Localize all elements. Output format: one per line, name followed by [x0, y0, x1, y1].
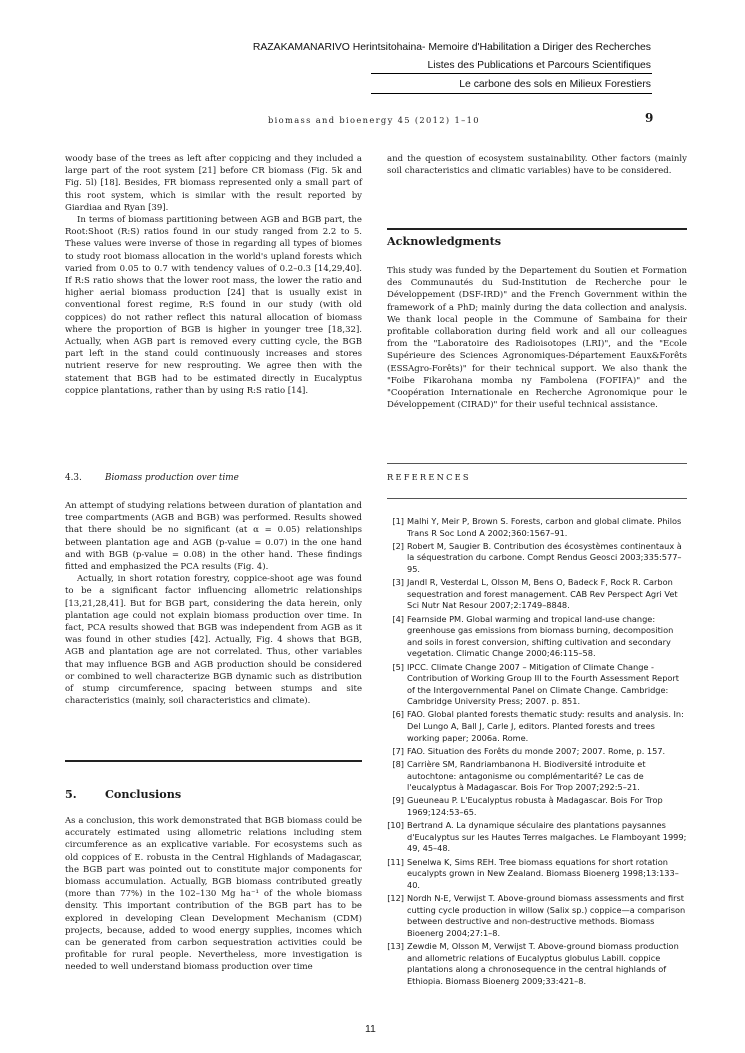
reference-item — [387, 795, 687, 818]
reference-number: [9] — [392, 795, 404, 806]
reference-item — [387, 541, 687, 576]
reference-list — [387, 516, 687, 989]
reference-text: FAO. Global planted forests thematic study: results and analysis. In: Del Lungo A, Ball J, Carle J, editors. Planted forests and trees working paper; 2006a. Rome. — [407, 709, 684, 743]
reference-number: [13] — [387, 940, 404, 951]
subsection-title: Biomass production over time — [105, 473, 239, 483]
subsection-heading — [65, 473, 239, 483]
section-heading — [65, 787, 181, 801]
reference-text: FAO. Situation des Forêts du monde 2007; 2007. Rome, p. 157. — [407, 745, 666, 756]
reference-text: Jandl R, Vesterdal L, Olsson M, Bens O, Badeck F, Rock R. Carbon sequestration and forest management. CAB Rev Perspect Agri Vet Sci Nutr Nat Resour 2007;2:1749–8848. — [407, 577, 678, 611]
left-column-middle — [65, 500, 362, 707]
section-rule — [387, 228, 687, 230]
thesis-header-topic: Le carbone des sols en Milieux Forestiers — [459, 79, 651, 90]
reference-text: Carrière SM, Randriambanona H. Biodiversité introduite et autochtone: antagonisme ou complémentarité? Le cas de l'eucalyptus à Madagascar. Bois For Trop 2007;292:5–21. — [407, 759, 646, 793]
reference-item — [387, 759, 687, 794]
acknowledgments-text — [387, 265, 687, 411]
reference-number: [11] — [387, 856, 404, 867]
reference-number: [1] — [392, 516, 404, 526]
section-rule — [65, 760, 362, 762]
reference-number: [12] — [387, 892, 404, 903]
reference-number: [2] — [392, 540, 404, 551]
reference-item — [387, 820, 687, 855]
footer-page-number: 11 — [365, 1023, 376, 1035]
references-rule — [387, 463, 687, 464]
reference-item — [387, 893, 687, 939]
reference-text: Bertrand A. La dynamique séculaire des plantations paysannes d'Eucalyptus sur les Hautes Terres malgaches. Le Flamboyant 1999; 49, 45–48. — [407, 820, 687, 854]
paragraph: An attempt of studying relations between duration of plantation and tree compartments (AGB and BGB) was performed. Results showed that there should be no significant (at α = 0.05) relationships between plantation age and AGB (p-value = 0.07) in the one hand and with BGB (p-value = 0.08) in the other hand. These findings fitted and emphasized the PCA results (Fig. 4). — [65, 501, 362, 573]
reference-text: Senelwa K, Sims REH. Tree biomass equations for short rotation eucalypts grown in New Zealand. Biomass Bioenerg 1998;13:133–40. — [407, 856, 679, 890]
thesis-header-subtitle: Listes des Publications et Parcours Scientifiques — [427, 60, 651, 71]
reference-text: Malhi Y, Meir P, Brown S. Forests, carbon and global climate. Philos Trans R Soc Lond A 2002;360:1567–91. — [407, 516, 682, 538]
paragraph: woody base of the trees as left after coppicing and they included a large part of the root system [21] before CR biomass (Fig. 5k and Fig. 5l) [18]. Besides, FR biomass represented only a small part of this root system, which is similar with the result reported by Giardiaa and Ryan [39]. — [65, 154, 362, 213]
paragraph: Actually, in short rotation forestry, coppice-shoot age was found to be a significant factor influencing allometric relationships [13,21,28,41]. But for BGB part, considering the data herein, only plantation age could not explain biomass production over time. In fact, PCA results showed that BGB was independent from AGB as it was found in other studies [42]. Actually, Fig. 4 shows that BGB, AGB and plantation age are not correlated. Thus, other variables that may influence BGB and AGB production should be considered or combined to well characterize BGB dynamic such as distribution of stump circumference, spacing between stumps and site characteristics (mainly, soil characteristics and climate). — [65, 574, 362, 707]
reference-text: Zewdie M, Olsson M, Verwijst T. Above-ground biomass production and allometric relations of Eucalyptus globulus Labill. coppice plantations along a chronosequence in the central highlands of Ethiopia. Biomass Bioenerg 2009;33:421–8. — [407, 940, 679, 986]
header-rule — [371, 93, 652, 94]
references-rule — [387, 498, 687, 499]
reference-item — [387, 746, 687, 758]
left-column-top — [65, 153, 362, 397]
right-column-top — [387, 153, 687, 177]
paragraph: As a conclusion, this work demonstrated that BGB biomass could be accurately estimated using allometric relations including stem circumference as an explicative variable. For ecosystems such as old coppices of E. robusta in the Central Highlands of Madagascar, the BGB part was pointed out to constitute major components for biomass accumulation. Actually, BGB biomass contributed greatly (more than 77%) in the 102–130 Mg ha⁻¹ of the whole biomass density. This important contribution of the BGB part has to be explored in developing Clean Development Mechanism (CDM) projects, because, added to wood energy supplies, incomes which can be generated from carbon sequestration activities could be profitable for rural people. Nevertheless, more investigation is needed to well understand biomass production over time — [65, 816, 362, 973]
reference-number: [8] — [392, 759, 404, 770]
reference-item — [387, 662, 687, 708]
journal-page-number: 9 — [645, 111, 654, 125]
journal-running-head: biomass and bioenergy 45 (2012) 1–10 — [268, 115, 480, 125]
subsection-number: 4.3. — [65, 473, 82, 483]
thesis-header-title: RAZAKAMANARIVO Herintsitohaina- Memoire d'Habilitation a Diriger des Recherches — [252, 42, 651, 53]
reference-text: IPCC. Climate Change 2007 – Mitigation of Climate Change - Contribution of Working Group III to the Fourth Assessment Report of the Intergovernmental Panel on Climate Change. Cambridge: Cambridge University Press; 2007. p. 851. — [407, 661, 680, 707]
header-rule — [371, 73, 652, 74]
acknowledgments-heading: Acknowledgments — [387, 234, 502, 248]
reference-text: Gueuneau P. L'Eucalyptus robusta à Madagascar. Bois For Trop 1969;124:53–65. — [407, 795, 663, 817]
paragraph: and the question of ecosystem sustainability. Other factors (mainly soil characteristics and climatic variables) have to be considered. — [387, 154, 687, 177]
references-heading: REFERENCES — [387, 472, 471, 482]
reference-number: [6] — [392, 709, 404, 720]
reference-text: Robert M, Saugier B. Contribution des écosystèmes continentaux à la séquestration du carbone. Compt Rendus Geosci 2003;335:577–95. — [407, 540, 682, 574]
reference-number: [7] — [392, 745, 404, 756]
reference-number: [3] — [392, 577, 404, 588]
reference-number: [4] — [392, 613, 404, 624]
paragraph: In terms of biomass partitioning between AGB and BGB part, the Root:Shoot (R:S) ratios found in our study ranged from 2.2 to 5. These values were inverse of those in regarding all types of biomes to study root biomass allocation in the world's upland forests which varied from 0.05 to 0.7 with tendency values of 0.2–0.3 [14,29,40]. If R:S ratio shows that the lower root mass, the lower the ratio and higher aerial biomass production [24] that is usually exist in conventional forest regime, R:S found in our study (with old coppices) do not rather reflect this natural allocation of biomass where the proportion of BGB is higher in younger tree [18,32]. Actually, when AGB part is removed every cutting cycle, the BGB part left in the stand could continuously increases and stores nutrient reserve for new resprouting. We agree then with the statement that BGB had to be estimated directly in Eucalyptus coppice plantations, rather than by using R:S ratio [14]. — [65, 215, 362, 396]
reference-item — [387, 941, 687, 987]
reference-item — [387, 709, 687, 744]
section-title: Conclusions — [105, 787, 182, 801]
reference-number: [10] — [387, 820, 404, 831]
reference-item — [387, 614, 687, 660]
left-column-bottom — [65, 815, 362, 974]
reference-item — [387, 516, 687, 539]
reference-text: Fearnside PM. Global warming and tropical land-use change: greenhouse gas emissions from biomass burning, decomposition and soils in forest conversion, shifting cultivation and secondary vegetation. Climatic Change 2000;46:115–58. — [407, 613, 674, 659]
paragraph: This study was funded by the Departement du Soutien et Formation des Communautés du Sud-Institution de Recherche pour le Développement (DSF-IRD)" and the French Government within the framework of a PhD; mainly during the data collection and analysis. We thank local people in the Commune of Sambaina for their profitable collaboration during field work and all our colleagues from the "Laboratoire des Radioisotopes (LRI)", and the "Ecole Supérieure des Sciences Agronomiques-Département Eaux&Forêts (ESSAgro-Forêts)" for their technical support. We also thank the "Foibe Fikarohana momba ny Fambolena (FOFIFA)" and the "Coopération Internationale en Recherche Agronomique pour le Développement (CIRAD)" for their useful technical assistance. — [387, 266, 687, 411]
reference-number: [5] — [392, 661, 404, 672]
reference-text: Nordh N-E, Verwijst T. Above-ground biomass assessments and first cutting cycle production in willow (Salix sp.) coppice—a comparison between destructive and non-destructive methods. Biomass Bioenerg 2004;27:1–8. — [407, 892, 686, 938]
section-number: 5. — [65, 787, 77, 801]
reference-item — [387, 577, 687, 612]
reference-item — [387, 857, 687, 892]
